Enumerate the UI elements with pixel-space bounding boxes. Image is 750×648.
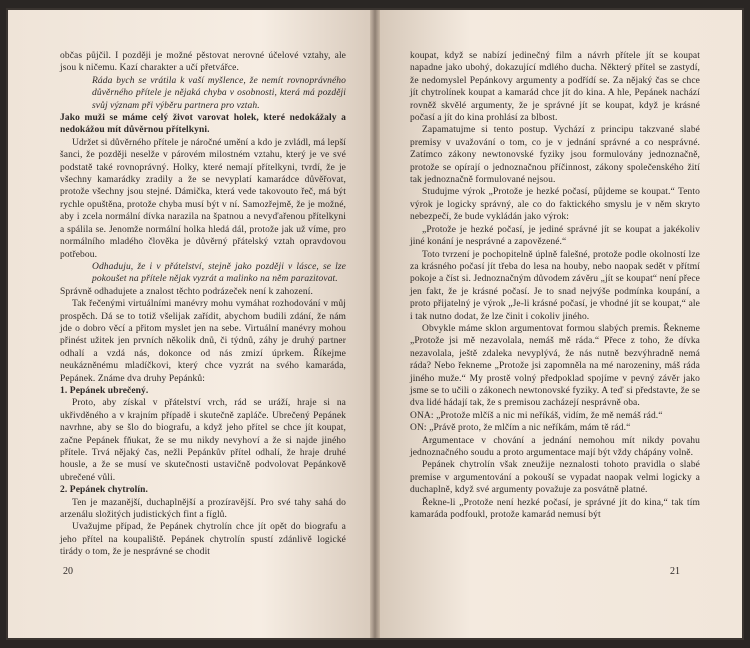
right-page-text: [410, 50, 700, 521]
paragraph: Argumentace v chování a jednání nemohou mít nikdy povahu jednoznačného soudu a proto argumentace mají být vždy chápány volně.: [410, 435, 700, 458]
paragraph: ON: „Právě proto, že mlčím a nic neříkám, mám tě rád.“: [410, 423, 631, 434]
paragraph: Pepánek chytrolín však zneužije neznalosti tohoto pravidla o slabé premise v argumentování a pokouší se vypadat naopak velmi logicky a duchaplně, když své argumenty považuje za posvátně platné.: [410, 460, 700, 496]
paragraph: 2. Pepánek chytrolín.: [60, 485, 148, 496]
paragraph: ONA: „Protože mlčíš a nic mi neříkáš, vidím, že mě nemáš rád.“: [410, 410, 663, 421]
paragraph: Odhaduju, že i v přátelství, stejně jako později v lásce, se lze pokoušet na přítele nějak vyzrát a malinko na něm parazitovat.: [92, 261, 346, 285]
paragraph: koupat, když se nabízí jedinečný film a návrh přítele jít se koupat napadne jako ubohý, dokazující mdlého ducha. Některý přítel se zastydí, že nedomyslel Pepánkovy argumenty a podřídí se. Za nějaký čas se chce jít chytrolínek koupat a kamarád chce jít do kina. A hle, Pepánek nachází rovněž skvělé argumenty, že je správné jít se koupat, když je krásné počasí a jít do kina prohlásí za blbost.: [410, 51, 700, 124]
left-page: [8, 10, 370, 638]
paragraph: Ráda bych se vrátila k vaší myšlence, že nemít rovnoprávného důvěrného přítele je nějaká chyba v osobnosti, která má později svůj význam při výběru partnera pro vztah.: [92, 75, 346, 111]
paragraph: Jako muži se máme celý život varovat holek, které nedokážaly a nedokážou mít důvěrnou přítelkyni.: [60, 113, 346, 136]
book-spread: [8, 10, 742, 638]
paragraph: občas půjčil. I později je možné pěstovat nerovné účelové vztahy, ale jsou k ničemu. Kazí charakter a učí přetvářce.: [60, 51, 346, 74]
right-page: [380, 10, 742, 638]
paragraph: Udržet si důvěrného přítele je náročné umění a kdo je zvládl, má lepší šanci, že později neselže v párovém milostném vztahu, který je ve své podstatě také rovnoprávný. Holky, které nemají přítelkyni, tvrdí, že je všechny kamarádky zradily a že se nevyplatí kamarádce důvěřovat, protože všechny jsou stejné. Dámička, která vede takovouto řeč, má být rychle opuštěna, protože chyba musí být v ní. Samozřejmě, že je možné, aby i zcela normální dívka narazila na špatnou a nevyďařenou přítelkyni a spálila se. Jenomže normální holka hledá dál, protože jak už víme, pro normálního mladého člověka je důvěrný přátelský vztah opravdovou potřebou.: [60, 137, 346, 260]
paragraph: Proto, aby získal v přátelství vrch, rád se uráží, hraje si na ukřivděného a v krajním případě i skutečně zapláče. Ubrečený Pepánek navrhne, aby se šlo do biografu, a když jeho přítel se chce jít koupat, začne Pepánek fňukat, že se mu nikdy nevyhoví a že si najde jiného přítele. Trvá nějaký čas, nežli Pepánkův přítel odhalí, že hraje druhé housle, a že se musí ve skutečnosti ustavičně podvolovat Pepánkově ubrečené vůli.: [60, 398, 346, 483]
paragraph: „Protože je hezké počasí, je jediné správné jít se koupat a jakékoliv jiné konání je nesprávné a zapovězené.“: [410, 224, 700, 248]
paragraph: Studujme výrok „Protože je hezké počasí, půjdeme se koupat.“ Tento výrok je logicky správný, ale co do faktického smyslu je v něm skryto nebezpečí, že bude vykládán jako výrok:: [410, 187, 700, 223]
book-gutter: [370, 10, 380, 638]
left-page-number: 20: [63, 566, 73, 577]
paragraph: Obvykle máme sklon argumentovat formou slabých premis. Řekneme „Protože jsi mě nezavolala, nemáš mě ráda.“ Přece z toho, že dívka nezavolala, ještě zdaleka nevyplývá, že nás nutně bezvýhradně nemá ráda? Nebo řekneme „Protože jsi zapomněla na mé narozeniny, máš ráda jiného muže.“ My prostě volný předpoklad spojíme v pevný závěr jako jsme se to učili o zákonech newtonovské fyziky. A teď si představte, že se dva lidé hádají tak, že s premisou zacházejí nesprávně oba.: [410, 323, 700, 409]
paragraph: Řekne-li „Protože není hezké počasí, je správné jít do kina,“ tak tím kamaráda podfoukl, protože kamarád nemusí být: [410, 497, 700, 521]
paragraph: Uvažujme případ, že Pepánek chytrolín chce jít opět do biografu a jeho přítel na koupaliště. Pepánek chytrolín spustí zdánlivě logické tirády o tom, že je nesprávné se chodit: [60, 522, 346, 558]
paragraph: Tak řečenými virtuálními manévry mohu vymáhat rozhodování v můj prospěch. Dá se to totiž všelijak zařídit, abychom budili zdání, že nám jde o dobro věcí a přitom myslet jen na sebe. Virtuální manévry mohou přinést užitek jen prvních několik dnů, či týdnů, záhy je druhý partner odhalí a vzdá nás, dokonce od nás zmizí úprkem. Říkejme neukázněnému mladíčkovi, který chce vyzrát na svého kamaráda, Pepánek. Známe dva druhy Pepánků:: [60, 299, 346, 384]
paragraph: Toto tvrzení je pochopitelně úplně falešné, protože podle okolností lze za krásného počasí jít třeba do lesa na houby, nebo naopak sedět v přítmí pokoje a číst si. Jednoznačným důvodem závěru „jít se koupat“ není přece jen fakt, že je krásné počasí. Je to snad nejvýše podmínka koupání, a proto přijatelný je výrok „Je-li krásné počasí, je vhodné jít se koupat,“ ale i tak nutno dodat, že lze činit i cokoliv jiného.: [410, 249, 700, 322]
paragraph: Správně odhadujete a znalost těchto podrázeček není k zahození.: [60, 286, 313, 297]
right-page-number: 21: [670, 566, 680, 577]
paragraph: 1. Pepánek ubrečený.: [60, 385, 149, 396]
paragraph: Ten je mazanější, duchaplnější a prozíravější. Pro své tahy sahá do arzenálu složitých judistických fint a fíglů.: [60, 497, 346, 521]
left-page-text: [60, 50, 346, 559]
paragraph: Zapamatujme si tento postup. Vychází z principu takzvané slabé premisy v uvažování o tom, co je v jednání správné a co nesprávné. Zatímco zákony newtonovské fyziky jsou formulovány jednoznačně, protože se opírají o jednoznačnou příčinnost, zákony společenského žití tak jednoznačně formulované nejsou.: [410, 125, 700, 186]
